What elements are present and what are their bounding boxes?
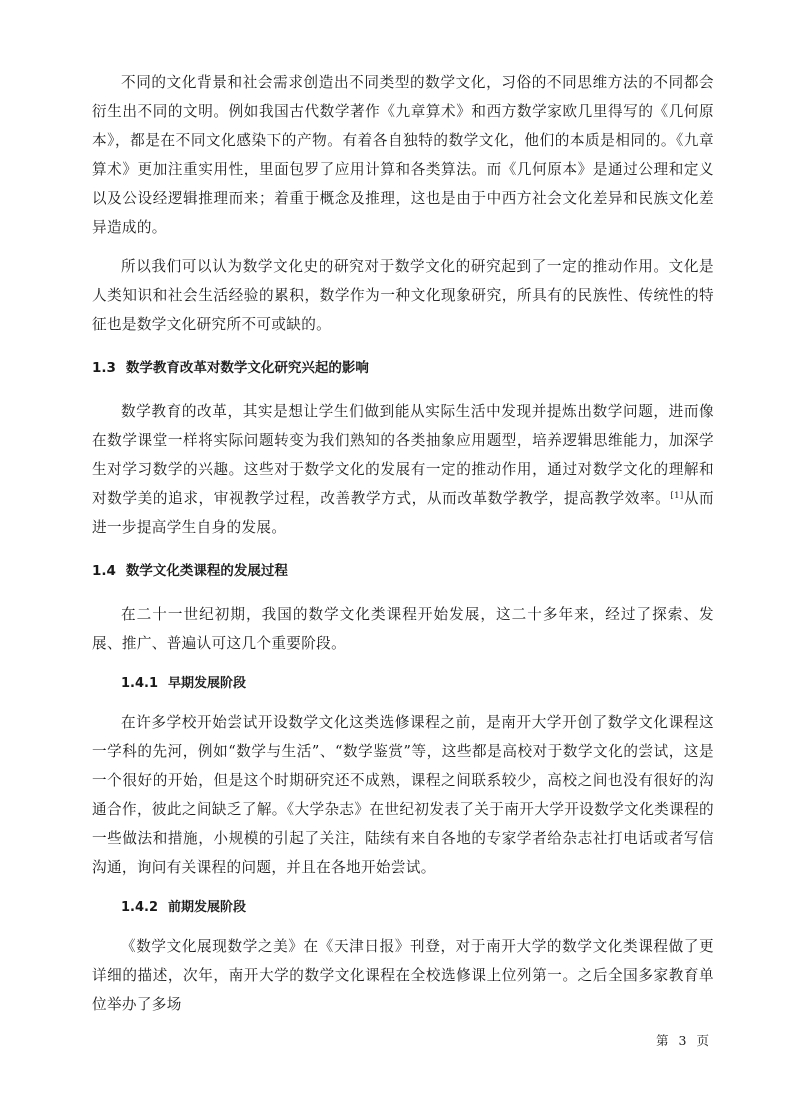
paragraph-culture-background: 不同的文化背景和社会需求创造出不同类型的数学文化，习俗的不同思维方法的不同都会衍生出不同的文明。例如我国古代数学著作《九章算术》和西方数学家欧几里得写的《几何原本》，都是在不同文化感染下的产物。有着各自独特的数学文化，他们的本质是相同的。《九章算术》更加注重实用性，里面包罗了应用计算和各类算法。而《几何原本》是通过公理和定义以及公设经逻辑推理而来；着重于概念及推理，这也是由于中西方社会文化差异和民族文化差异造成的。 — [92, 74, 714, 236]
paragraph-initial-stage: 《数学文化展现数学之美》在《天津日报》刊登，对于南开大学的数学文化类课程做了更详细的描述，次年，南开大学的数学文化课程在全校选修课上位列第一。之后全国多家教育单位举办了多场 — [92, 938, 714, 1013]
heading-number: 1.4 — [92, 563, 116, 579]
heading-1-4-1 — [121, 674, 714, 694]
heading-title: 数学文化类课程的发展过程 — [125, 563, 288, 579]
heading-title: 前期发展阶段 — [168, 900, 247, 915]
heading-number: 1.4.1 — [121, 676, 159, 691]
document-page — [92, 68, 714, 1029]
footer-page-number: 3 — [678, 1033, 688, 1048]
paragraph-early-stage: 在许多学校开始尝试开设数学文化这类选修课程之前，是南开大学开创了数学文化课程这一学科的先河，例如“数学与生活”、“数学鉴赏”等，这些都是高校对于数学文化的尝试，这是一个很好的开始，但是这个时期研究还不成熟，课程之间联系较少，高校之间也没有很好的沟通合作，彼此之间缺乏了解。《大学杂志》在世纪初发表了关于南开大学开设数学文化类课程的一些做法和措施，小规模的引起了关注，陆续有来自各地的专家学者给杂志社打电话或者写信沟通，询问有关课程的问题，并且在各地开始尝试。 — [92, 714, 714, 876]
citation-marker: [1] — [670, 491, 684, 501]
heading-title: 早期发展阶段 — [168, 676, 247, 691]
paragraph-education-reform — [92, 397, 714, 542]
heading-title: 数学教育改革对数学文化研究兴起的影响 — [125, 360, 369, 376]
page-number-footer — [654, 1031, 712, 1049]
paragraph-course-development: 在二十一世纪初期，我国的数学文化类课程开始发展，这二十多年来，经过了探索、发展、推广、普遍认可这几个重要阶段。 — [92, 606, 714, 652]
paragraph-text: 从而进一步提高学生自身的发展。 — [92, 490, 714, 536]
heading-1-4 — [92, 561, 714, 581]
heading-1-4-2 — [121, 898, 714, 918]
footer-suffix: 页 — [696, 1033, 710, 1048]
heading-number: 1.4.2 — [121, 900, 159, 915]
heading-1-3 — [92, 358, 714, 378]
paragraph-culture-history: 所以我们可以认为数学文化史的研究对于数学文化的研究起到了一定的推动作用。文化是人类知识和社会生活经验的累积，数学作为一种文化现象研究，所具有的民族性、传统性的特征也是数学文化研究所不可或缺的。 — [92, 258, 714, 333]
footer-prefix: 第 — [656, 1033, 670, 1048]
heading-number: 1.3 — [92, 360, 116, 376]
paragraph-text: 数学教育的改革，其实是想让学生们做到能从实际生活中发现并提炼出数学问题，进而像在数学课堂一样将实际问题转变为我们熟知的各类抽象应用题型，培养逻辑思维能力，加深学生对学习数学的兴趣。这些对于数学文化的发展有一定的推动作用，通过对数学文化的理解和对数学美的追求，审视教学过程，改善教学方式，从而改革数学教学，提高教学效率。 — [92, 403, 714, 507]
